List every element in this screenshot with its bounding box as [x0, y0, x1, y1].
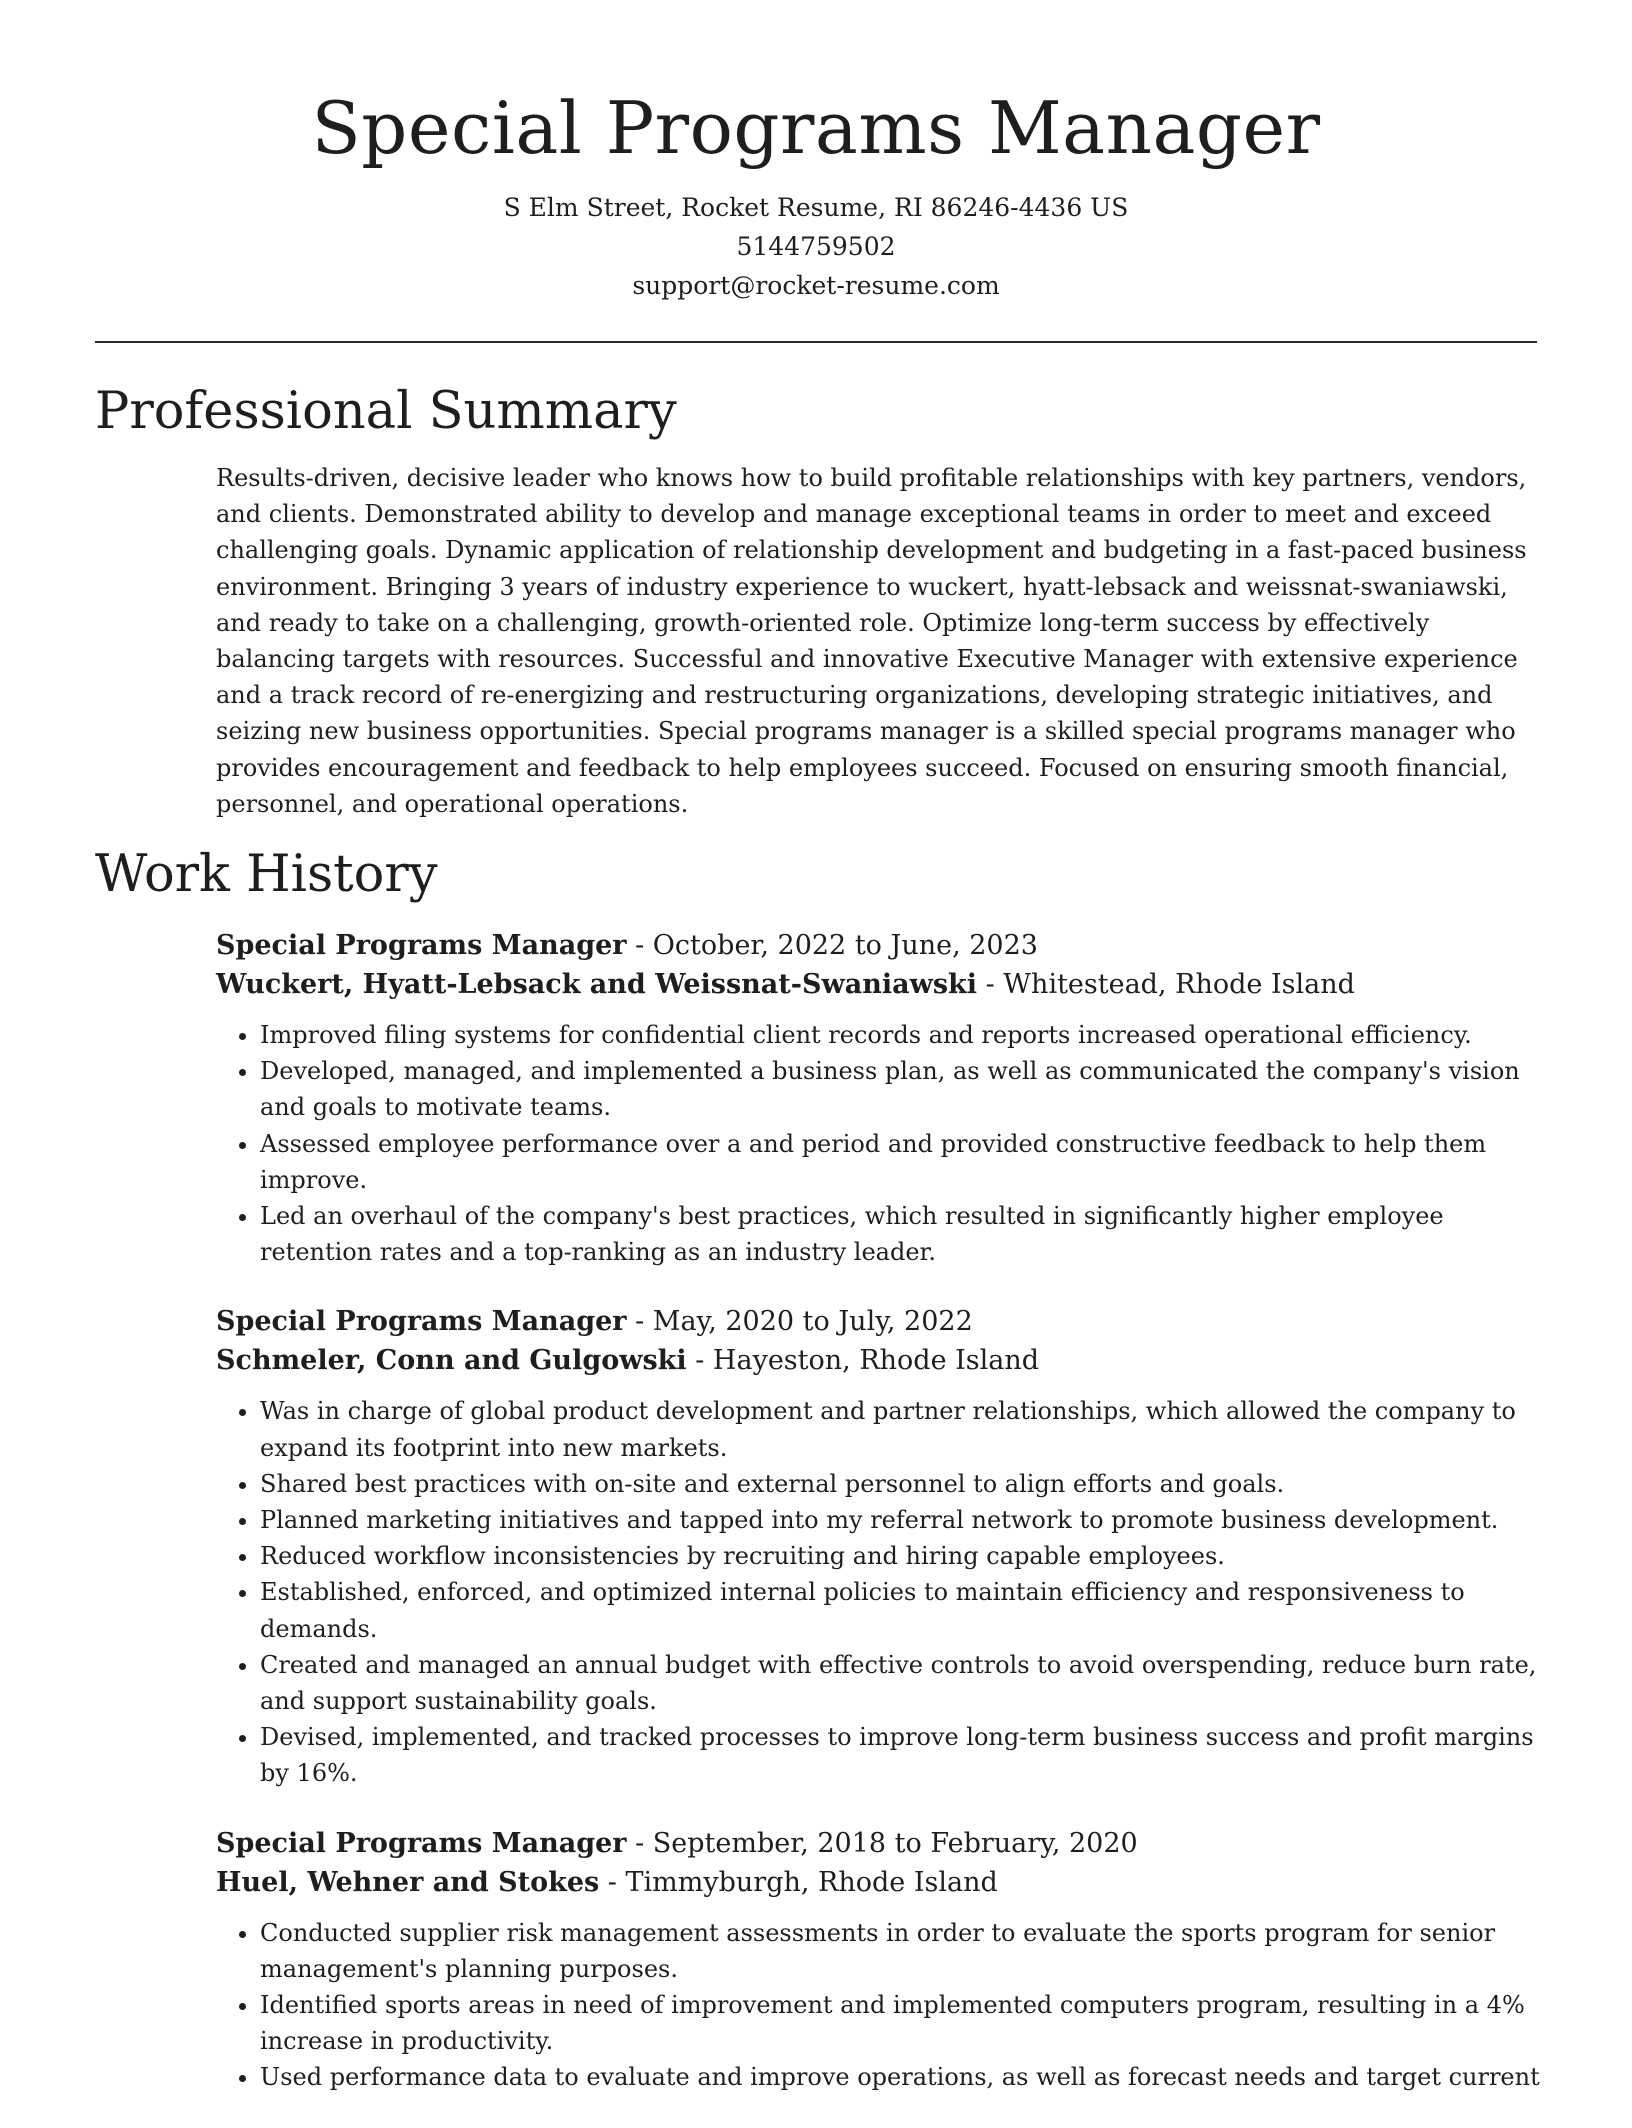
job-location: Timmyburgh, Rhode Island	[625, 1866, 998, 1898]
email: support@rocket-resume.com	[632, 271, 1000, 300]
job-company: Huel, Wehner and Stokes	[216, 1866, 600, 1898]
job-company: Schmeler, Conn and Gulgowski	[216, 1345, 687, 1377]
bullet-item: • Reduced workflow inconsistencies by recruiting and hiring capable employees.	[260, 1538, 1546, 1574]
job-title-line	[216, 1824, 1546, 1863]
bullet-item: • Planned marketing initiatives and tapped into my referral network to promote business development.	[260, 1502, 1546, 1538]
bullet-item: • Assessed employee performance over a and period and provided constructive feedback to help them improve.	[260, 1126, 1546, 1198]
header-divider	[95, 341, 1537, 343]
job-entry	[216, 1824, 1546, 2096]
job-bullets	[216, 1915, 1546, 2096]
job-location: Whitestead, Rhode Island	[1003, 969, 1355, 1000]
bullet-item: • Shared best practices with on-site and external personnel to align efforts and goals.	[260, 1466, 1546, 1502]
job-company-line	[216, 1341, 1546, 1380]
bullet-item: • Devised, implemented, and tracked processes to improve long-term business success and profit margins by 16%.	[260, 1719, 1546, 1791]
work-history	[216, 926, 1546, 2128]
job-title-line	[216, 926, 1546, 965]
job-dates: May, 2020 to July, 2022	[652, 1306, 973, 1338]
job-dates: October, 2022 to June, 2023	[652, 930, 1038, 961]
bullet-item: • Led an overhaul of the company's best practices, which resulted in significantly higher employee retention rates and a top-ranking as an industry leader.	[260, 1198, 1546, 1270]
separator: -	[626, 1306, 653, 1338]
job-title-line	[216, 1302, 1546, 1341]
job-company-line	[216, 965, 1546, 1004]
job-location: Hayeston, Rhode Island	[712, 1345, 1040, 1377]
work-history-heading: Work History	[95, 845, 438, 904]
bullet-item: • Was in charge of global product development and partner relationships, which allowed the company to expand its footprint into new markets.	[260, 1393, 1546, 1465]
resume-header	[0, 78, 1632, 305]
job-title: Special Programs Manager	[216, 1827, 627, 1859]
summary-text: Results-driven, decisive leader who knows how to build profitable relationships with key partners, vendors, and clients. Demonstrated ability to develop and manage exceptional teams in order to meet and exceed challenging goals. Dynamic application of relationship development and budgeting in a fast-paced business environment. Bringing 3 years of industry experience to wuckert, hyatt-lebsack and weissnat-swaniawski, and ready to take on a challenging, growth-oriented role. Optimize long-term success by effectively balancing targets with resources. Successful and innovative Executive Manager with extensive experience and a track record of re-energizing and restructuring organizations, developing strategic initiatives, and seizing new business opportunities. Special programs manager is a skilled special programs manager who provides encouragement and feedback to help employees succeed. Focused on ensuring smooth financial, personnel, and operational operations.	[216, 464, 1527, 818]
job-title: Special Programs Manager	[216, 1306, 627, 1338]
job-company-line	[216, 1863, 1546, 1902]
bullet-item: • Established, enforced, and optimized internal policies to maintain efficiency and responsiveness to demands.	[260, 1574, 1546, 1646]
bullet-item: • Improved filing systems for confidential client records and reports increased operational efficiency.	[260, 1017, 1546, 1053]
separator: -	[686, 1345, 713, 1377]
bullet-item: • Developed, managed, and implemented a business plan, as well as communicated the company's vision and goals to motivate teams.	[260, 1053, 1546, 1125]
separator: -	[626, 1827, 653, 1859]
job-bullets	[216, 1017, 1546, 1270]
bullet-item: • Used performance data to evaluate and improve operations, as well as forecast needs and target current	[260, 2059, 1546, 2095]
bullet-item: • Conducted supplier risk management assessments in order to evaluate the sports program for senior management's planning purposes.	[260, 1915, 1546, 1987]
separator: -	[599, 1866, 626, 1898]
job-title: Special Programs Manager	[216, 930, 627, 961]
bullet-item: • Created and managed an annual budget with effective controls to avoid overspending, reduce burn rate, and support sustainability goals.	[260, 1647, 1546, 1719]
candidate-name: Special Programs Manager	[311, 86, 1321, 170]
address: S Elm Street, Rocket Resume, RI 86246-4436 US	[503, 193, 1129, 222]
job-company: Wuckert, Hyatt-Lebsack and Weissnat-Swaniawski	[216, 969, 977, 1000]
job-entry	[216, 926, 1546, 1270]
summary-heading: Professional Summary	[95, 382, 677, 441]
job-entry	[216, 1302, 1546, 1791]
bullet-item: • Identified sports areas in need of improvement and implemented computers program, resulting in a 4% increase in productivity.	[260, 1987, 1546, 2059]
separator: -	[977, 969, 1004, 1000]
job-dates: September, 2018 to February, 2020	[652, 1827, 1138, 1859]
phone: 5144759502	[736, 232, 896, 261]
contact-info	[0, 188, 1632, 305]
job-bullets	[216, 1393, 1546, 1791]
separator: -	[626, 930, 653, 961]
